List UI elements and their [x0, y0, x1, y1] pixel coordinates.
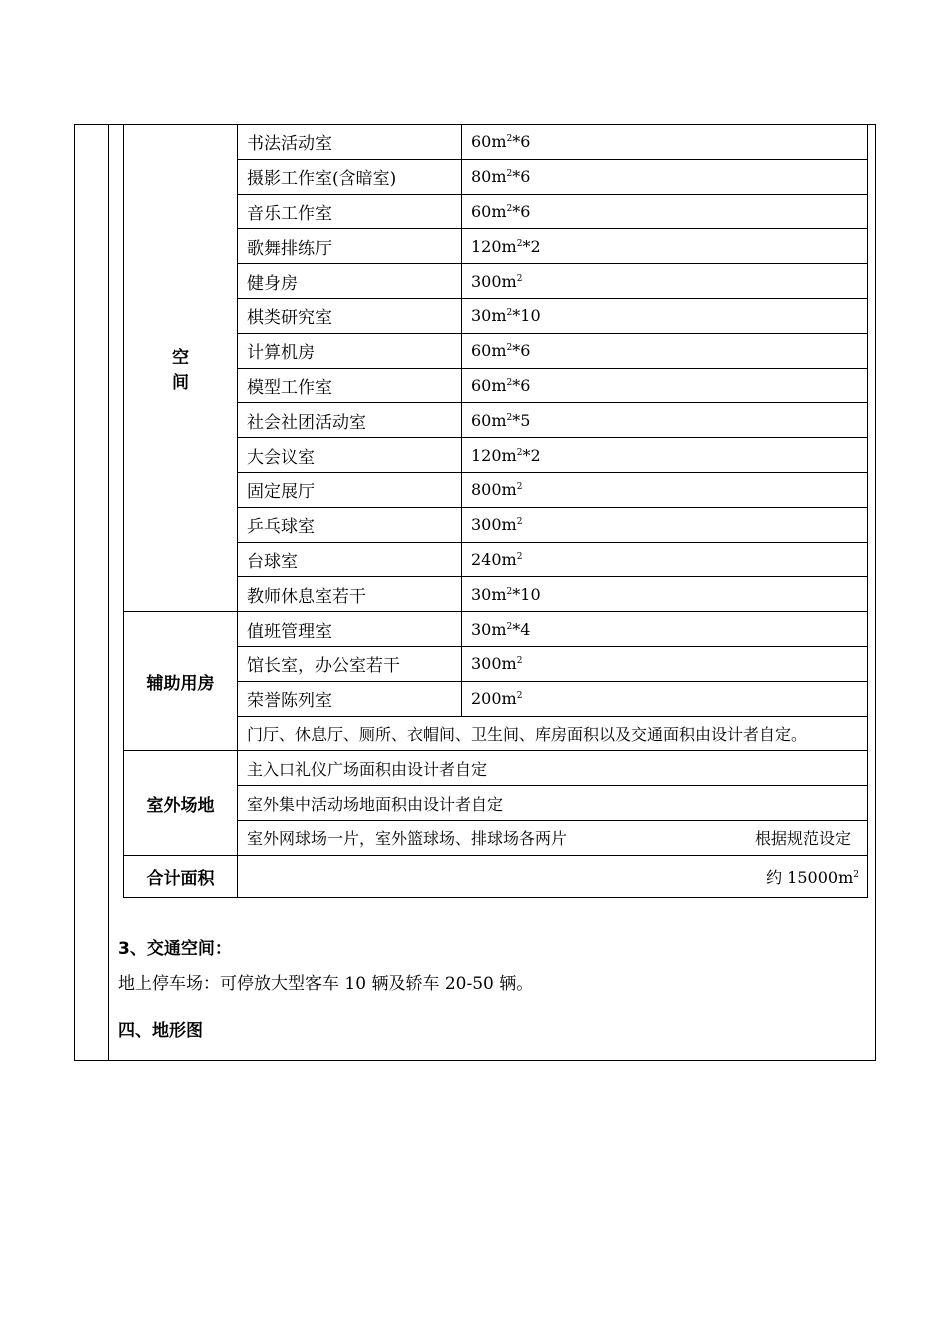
- room-name: 歌舞排练厅: [238, 229, 462, 264]
- auxiliary-row: [124, 612, 868, 647]
- room-name: 值班管理室: [238, 612, 462, 647]
- room-area: $800m^2$: [462, 472, 868, 507]
- section4-heading: 四、地形图: [118, 1021, 203, 1041]
- outdoor-category-cell: 室外场地: [124, 751, 238, 855]
- outer-column-divider: [108, 124, 109, 1061]
- room-area: $60m^2*6$: [462, 125, 868, 160]
- room-area: $120m^2*2$: [462, 438, 868, 473]
- outdoor-line-3: [238, 820, 868, 855]
- room-name: 台球室: [238, 542, 462, 577]
- room-area: $60m^2*6$: [462, 333, 868, 368]
- section3-heading: 3、交通空间：: [118, 939, 232, 959]
- total-label: 合计面积: [124, 855, 238, 897]
- room-name: 计算机房: [238, 333, 462, 368]
- total-row: [124, 855, 868, 897]
- space-category-cell: [124, 125, 238, 612]
- room-name: 大会议室: [238, 438, 462, 473]
- room-area: $30m^2*4$: [462, 612, 868, 647]
- room-area: $300m^2$: [462, 646, 868, 681]
- auxiliary-note: 门厅、休息厅、厕所、衣帽间、卫生间、库房面积以及交通面积由设计者自定。: [238, 716, 868, 751]
- outdoor-line-2: 室外集中活动场地面积由设计者自定: [238, 786, 868, 821]
- room-area: $60m^2*6$: [462, 194, 868, 229]
- room-area: $30m^2*10$: [462, 577, 868, 612]
- room-name: 摄影工作室(含暗室): [238, 159, 462, 194]
- outdoor-line-3-right: 根据规范设定: [754, 829, 851, 849]
- room-name: 社会社团活动室: [238, 403, 462, 438]
- room-area: $240m^2$: [462, 542, 868, 577]
- section3-text: 地上停车场：可停放大型客车 10 辆及轿车 20-50 辆。: [118, 974, 534, 994]
- auxiliary-category-cell: 辅助用房: [124, 612, 238, 751]
- room-area: $60m^2*5$: [462, 403, 868, 438]
- total-value: 约 $15000m^2$: [238, 855, 868, 897]
- room-name: 固定展厅: [238, 472, 462, 507]
- room-name: 荣誉陈列室: [238, 681, 462, 716]
- room-name: 模型工作室: [238, 368, 462, 403]
- room-name: 音乐工作室: [238, 194, 462, 229]
- program-table: [123, 124, 868, 898]
- room-name: 健身房: [238, 264, 462, 299]
- room-name: 棋类研究室: [238, 298, 462, 333]
- room-area: $300m^2$: [462, 507, 868, 542]
- room-name: 书法活动室: [238, 125, 462, 160]
- room-area: $200m^2$: [462, 681, 868, 716]
- room-area: $60m^2*6$: [462, 368, 868, 403]
- room-area: $80m^2*6$: [462, 159, 868, 194]
- outdoor-line-3-left: 室外网球场一片，室外篮球场、排球场各两片: [247, 829, 568, 849]
- room-area: $30m^2*10$: [462, 298, 868, 333]
- room-name: 乒乓球室: [238, 507, 462, 542]
- room-name: 馆长室，办公室若干: [238, 646, 462, 681]
- space-category-char-2: 间: [172, 373, 189, 394]
- space-category-char-1: 空: [172, 348, 189, 369]
- room-area: $120m^2*2$: [462, 229, 868, 264]
- space-row: [124, 125, 868, 160]
- room-area: $300m^2$: [462, 264, 868, 299]
- room-name: 教师休息室若干: [238, 577, 462, 612]
- outdoor-row: [124, 751, 868, 786]
- outdoor-line-1: 主入口礼仪广场面积由设计者自定: [238, 751, 868, 786]
